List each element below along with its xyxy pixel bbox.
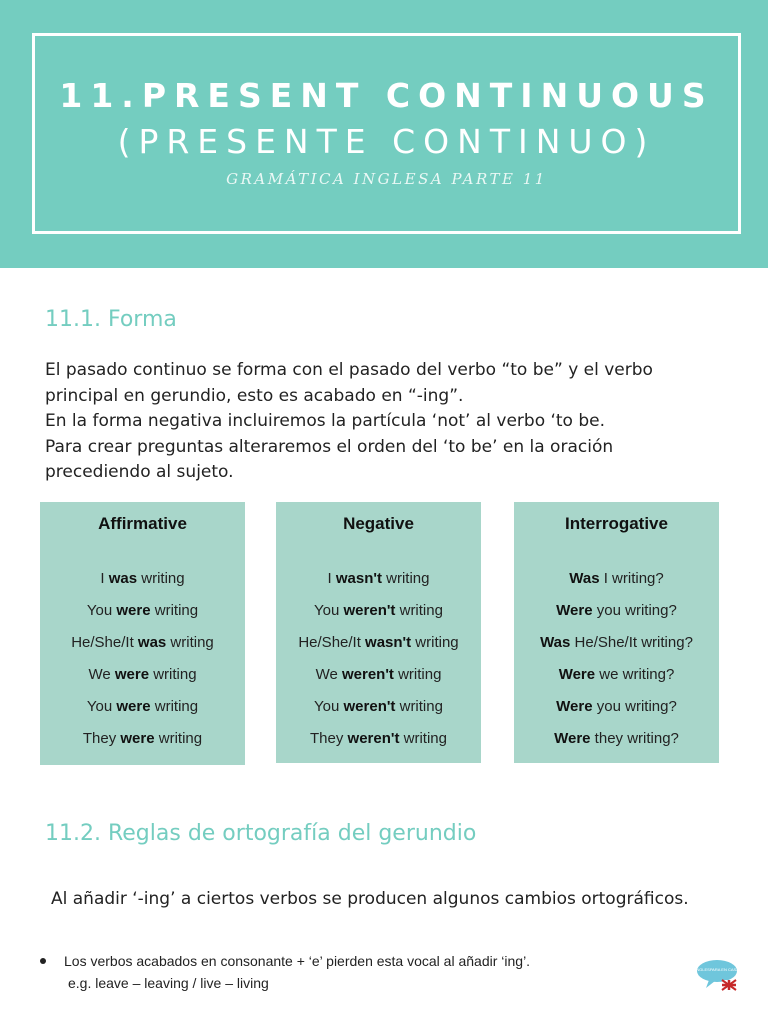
row-rest: you writing?	[592, 698, 677, 715]
row-rest: writing	[137, 570, 185, 587]
row-subject: You	[314, 602, 344, 619]
row-verb: Was	[569, 570, 600, 587]
interrogative-rows	[514, 570, 719, 762]
table-row	[276, 698, 481, 730]
bullet-example: e.g. leave – leaving / live – living	[68, 975, 269, 991]
row-rest: writing	[149, 666, 197, 683]
row-subject: They	[310, 730, 348, 747]
row-subject: We	[315, 666, 342, 683]
row-rest: writing	[411, 634, 459, 651]
row-verb: Were	[556, 602, 593, 619]
table-row	[40, 602, 245, 634]
row-verb: weren't	[347, 730, 400, 747]
table-row	[514, 570, 719, 602]
interrogative-heading: Interrogative	[565, 514, 668, 533]
negative-heading: Negative	[343, 514, 414, 533]
row-verb: were	[114, 666, 150, 683]
row-subject: You	[314, 698, 344, 715]
table-row	[514, 666, 719, 698]
row-rest: I writing?	[599, 570, 664, 587]
page-title: 11.PRESENT CONTINUOUS	[59, 76, 714, 115]
table-row	[276, 570, 481, 602]
row-verb: wasn't	[335, 570, 382, 587]
negative-table	[276, 502, 481, 763]
table-row	[514, 602, 719, 634]
affirmative-heading: Affirmative	[98, 514, 187, 533]
paragraph-line: principal en gerundio, esto es acabado en “-ing”.	[45, 385, 464, 406]
row-rest: writing	[150, 602, 199, 619]
row-subject: I	[100, 570, 109, 587]
row-rest: you writing?	[592, 602, 677, 619]
row-verb: Were	[554, 730, 591, 747]
rules-intro: Al añadir ‘-ing’ a ciertos verbos se producen algunos cambios ortográficos.	[51, 889, 689, 909]
row-verb: weren't	[343, 698, 396, 715]
paragraph-line: Para crear preguntas alteraremos el orden del ‘to be’ en la oración	[45, 436, 614, 457]
row-rest: writing	[395, 698, 443, 715]
table-row	[514, 730, 719, 762]
table-row	[40, 570, 245, 602]
row-verb: Was	[540, 634, 571, 651]
row-subject: He/She/It	[71, 634, 138, 651]
row-rest: writing	[395, 602, 443, 619]
affirmative-table	[40, 502, 245, 765]
row-rest: writing	[381, 570, 430, 587]
table-row	[40, 698, 245, 730]
table-row	[276, 602, 481, 634]
svg-text:INGLESPARA EN CASA: INGLESPARA EN CASA	[695, 967, 739, 972]
row-subject: They	[82, 730, 121, 747]
row-verb: was	[137, 634, 167, 651]
row-rest: writing	[399, 730, 447, 747]
row-rest: writing	[150, 698, 199, 715]
row-verb: wasn't	[365, 634, 412, 651]
row-subject: I	[327, 570, 336, 587]
row-verb: were	[116, 698, 151, 715]
interrogative-table	[514, 502, 719, 763]
paragraph-line: El pasado continuo se forma con el pasado del verbo “to be” y el verbo	[45, 360, 653, 380]
row-verb: was	[108, 570, 138, 587]
row-verb: were	[120, 730, 155, 747]
table-row	[514, 634, 719, 666]
speech-bubble-flag-logo	[695, 958, 739, 992]
page-title-spanish: (PRESENTE CONTINUO)	[117, 122, 656, 161]
row-subject: We	[88, 666, 115, 683]
table-row	[514, 698, 719, 730]
affirmative-rows	[40, 570, 245, 762]
row-subject: You	[86, 698, 117, 715]
table-row	[276, 634, 481, 666]
negative-rows	[276, 570, 481, 762]
section-title-forma: 11.1. Forma	[45, 307, 177, 332]
header-frame	[32, 33, 741, 234]
paragraph-line: precediendo al sujeto.	[45, 462, 234, 482]
section-title-reglas: 11.2. Reglas de ortografía del gerundio	[45, 821, 477, 846]
row-rest: we writing?	[595, 666, 675, 683]
row-subject: You	[86, 602, 117, 619]
table-row	[276, 666, 481, 698]
row-verb: weren't	[343, 602, 396, 619]
row-rest: writing	[154, 730, 203, 747]
paragraph-line: En la forma negativa incluiremos la partícula ‘not’ al verbo ‘to be.	[45, 411, 606, 431]
table-row	[40, 634, 245, 666]
row-rest: He/She/It writing?	[570, 634, 693, 651]
row-verb: were	[116, 602, 151, 619]
bullet-dot-icon	[40, 958, 46, 964]
row-rest: writing	[166, 634, 214, 651]
bullet-text: Los verbos acabados en consonante + ‘e’ pierden esta vocal al añadir ‘ing’.	[64, 953, 531, 969]
table-row	[40, 666, 245, 698]
row-rest: they writing?	[590, 730, 679, 747]
forma-paragraph	[45, 358, 735, 486]
row-verb: Were	[558, 666, 596, 683]
table-row	[40, 730, 245, 762]
row-subject: He/She/It	[298, 634, 366, 651]
table-row	[276, 730, 481, 762]
row-verb: Were	[556, 698, 593, 715]
row-verb: weren't	[341, 666, 394, 683]
page-subtitle: GRAMÁTICA INGLESA PARTE 11	[226, 170, 547, 188]
row-rest: writing	[393, 666, 442, 683]
header-banner	[0, 0, 768, 268]
